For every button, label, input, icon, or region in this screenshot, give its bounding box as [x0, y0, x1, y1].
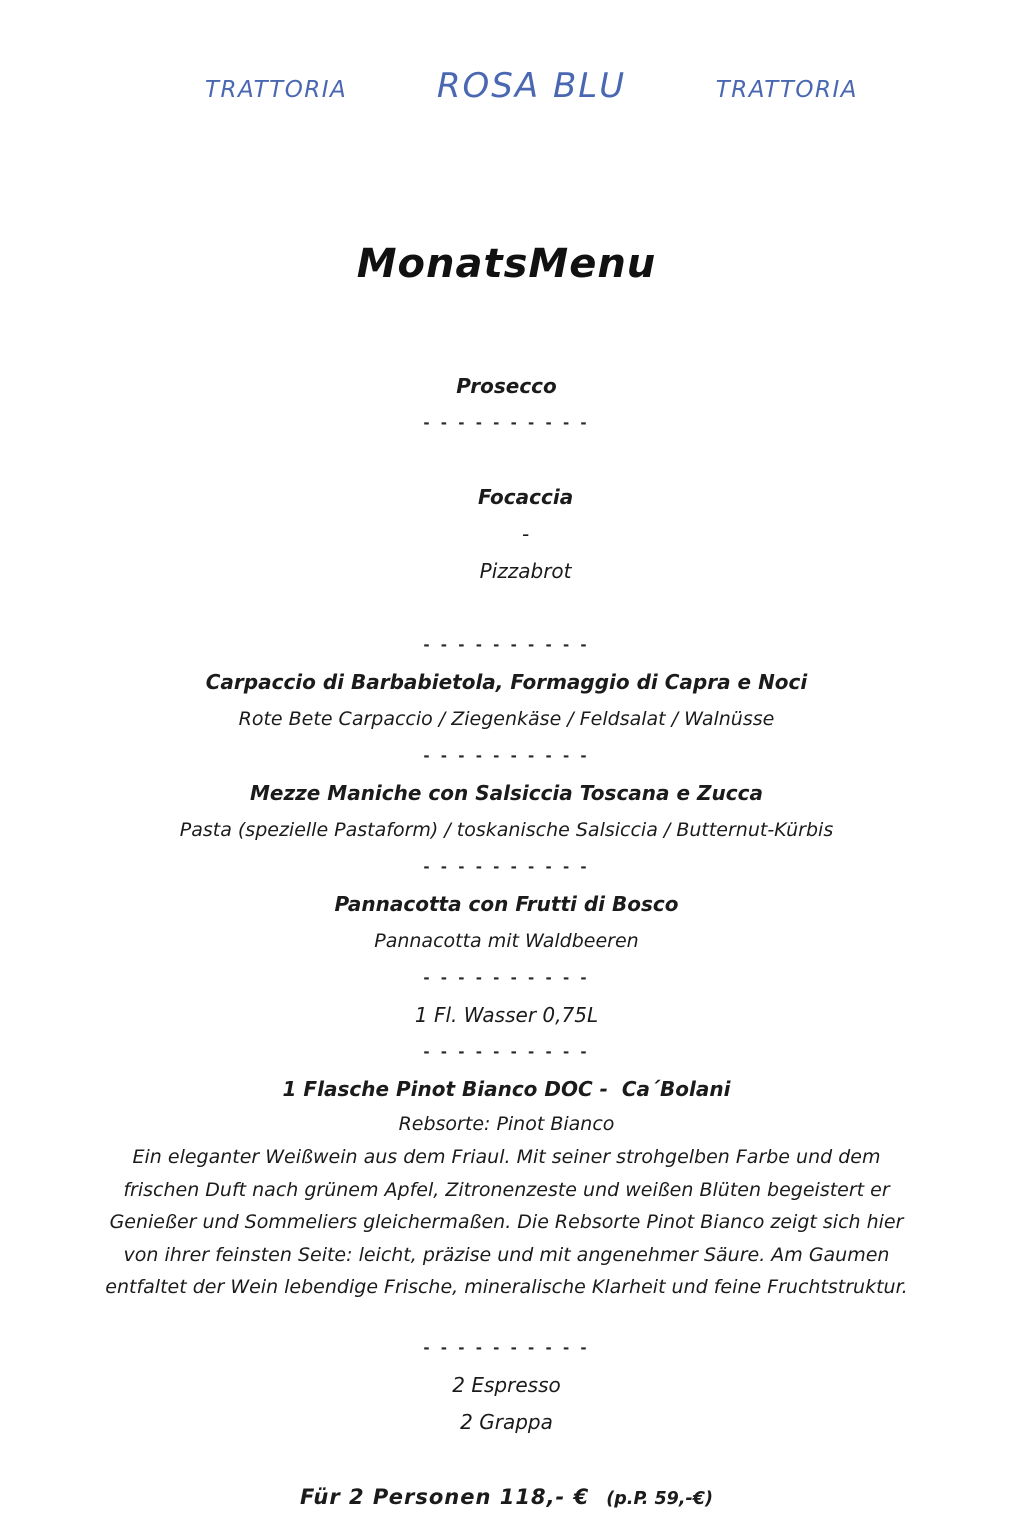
menu-title: MonatsMenu [356, 241, 657, 287]
course-aperitif: Prosecco [456, 374, 557, 398]
section-divider: - - - - - - - - - - [423, 636, 590, 654]
restaurant-name: ROSA BLU [436, 66, 627, 106]
menu-body [0, 368, 1013, 1518]
course-pasta-name: Mezze Maniche con Salsiccia Toscana e Zucca [250, 781, 763, 805]
trattoria-left-label: TRATTORIA [205, 77, 348, 103]
course-dessert-description: Pannacotta mit Waldbeeren [374, 930, 639, 952]
section-divider: - - - - - - - - - - [423, 1338, 590, 1357]
section-divider: - - - - - - - - - - [423, 858, 590, 876]
course-dessert-name: Pannacotta con Frutti di Bosco [334, 892, 679, 916]
wine-description: Ein eleganter Weißwein aus dem Friaul. Mit seiner strohgelben Farbe und dem frischen Duft nach grünem Apfel, Zitronenzeste und weißen Blüten begeistert er Genießer und Sommeliers gleichermaßen. Die Rebsorte Pinot Bianco zeigt sich hier von ihrer feinsten Seite: leicht, präzise und mit angenehmer Säure. Am Gaumen entfaltet der Wein lebendige Frische, mineralische Klarheit und feine Fruchtstruktur. [105, 1146, 908, 1298]
bread-name: Focaccia [477, 485, 574, 509]
section-divider: - - - - - - - - - - [423, 969, 590, 987]
course-bread [0, 442, 1013, 627]
bread-separator: - [521, 522, 530, 546]
water-item: 1 Fl. Wasser 0,75L [414, 1003, 599, 1027]
bread-description: Pizzabrot [479, 559, 572, 583]
price-line [0, 1479, 1013, 1518]
price-total: Für 2 Personen 118,- € [300, 1484, 590, 1509]
course-starter-name: Carpaccio di Barbabietola, Formaggio di Capra e Noci [205, 670, 808, 694]
coffee-item: 2 Espresso [452, 1372, 561, 1397]
section-divider: - - - - - - - - - - [423, 414, 590, 432]
section-divider: - - - - - - - - - - [423, 747, 590, 765]
section-divider: - - - - - - - - - - [423, 1043, 590, 1061]
course-starter-description: Rote Bete Carpaccio / Ziegenkäse / Feldsalat / Walnüsse [238, 708, 775, 730]
page-header [205, 0, 858, 110]
digestif-item: 2 Grappa [460, 1409, 553, 1434]
wine-name: 1 Flasche Pinot Bianco DOC - Ca´Bolani [282, 1077, 731, 1101]
course-pasta-description: Pasta (spezielle Pastaform) / toskanische Salsiccia / Butternut-Kürbis [179, 819, 834, 841]
trattoria-right-label: TRATTORIA [715, 77, 858, 103]
wine-grape-variety: Rebsorte: Pinot Bianco [398, 1113, 615, 1135]
price-per-person: (p.P. 59,-€) [606, 1488, 713, 1509]
